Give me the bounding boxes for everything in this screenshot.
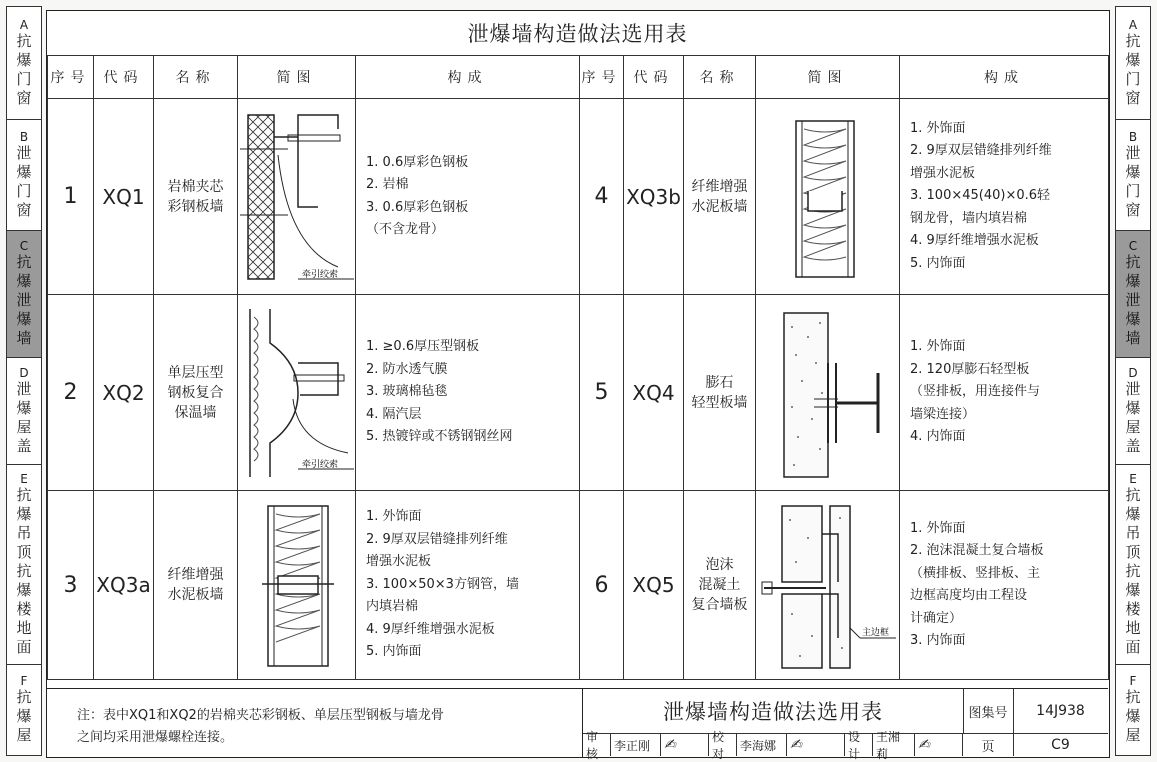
callout-text: 牵引绞索	[302, 269, 339, 280]
checker-name: 李海娜	[737, 734, 787, 756]
row-code: XQ3b	[624, 99, 684, 295]
tab-a[interactable]	[1116, 7, 1150, 120]
row-name: 岩棉夹芯 彩钢板墙	[154, 99, 238, 295]
figure-xq3b	[756, 99, 900, 295]
chapter-tabs-left	[6, 6, 42, 756]
table-row	[580, 491, 1109, 680]
table-row	[580, 295, 1109, 491]
col-header-name: 名称	[684, 56, 756, 99]
col-header-name: 名称	[154, 56, 238, 99]
row-composition: 1. 外饰面 2. 泡沫混凝土复合墙板 （横排板、竖排板、主 边框高度均由工程设 计确定） 3. 内饰面	[900, 491, 1109, 680]
title-block	[47, 688, 1108, 761]
row-code: XQ3a	[94, 491, 154, 680]
figure-xq2	[238, 295, 356, 491]
row-code: XQ1	[94, 99, 154, 295]
tab-letter: A	[1128, 17, 1138, 32]
row-seq: 5	[580, 295, 624, 491]
tab-c[interactable]	[1116, 231, 1150, 358]
row-composition: 1. ≥0.6厚压型钢板 2. 防水透气膜 3. 玻璃棉毡毯 4. 隔汽层 5. 热镀锌或不锈钢钢丝网	[356, 295, 580, 491]
tab-letter: C	[19, 239, 29, 253]
row-code: XQ5	[624, 491, 684, 680]
page-number: C9	[1051, 737, 1070, 753]
col-header-composition: 构成	[356, 56, 580, 99]
row-name: 单层压型 钢板复合 保温墙	[154, 295, 238, 491]
row-name: 泡沫 混凝土 复合墙板	[684, 491, 756, 680]
tab-d[interactable]	[7, 358, 41, 465]
table-row	[48, 491, 580, 680]
tab-letter: F	[20, 674, 28, 688]
tab-a[interactable]	[7, 7, 41, 120]
tab-letter: B	[1128, 129, 1138, 144]
tab-label: 抗 爆 泄 爆 墙	[1125, 253, 1141, 347]
figure-xq4	[756, 295, 900, 491]
figure-xq1	[238, 99, 356, 295]
atlas-number: 14J938	[1013, 689, 1108, 734]
tab-f[interactable]	[1116, 665, 1150, 755]
tab-label: 泄 爆 屋 盖	[1125, 379, 1141, 455]
page-title: 泄爆墙构造做法选用表	[47, 11, 1108, 56]
tab-letter: C	[1128, 239, 1138, 253]
main-frame	[46, 10, 1110, 761]
section-diagram	[238, 107, 356, 287]
row-seq: 3	[48, 491, 94, 680]
tab-letter: A	[19, 17, 29, 32]
designer-name: 王湘莉	[873, 734, 915, 756]
atlas-label: 图集号	[963, 689, 1014, 734]
callout-text: 主边框	[862, 627, 890, 638]
row-code: XQ2	[94, 295, 154, 491]
col-header-code: 代码	[94, 56, 154, 99]
tab-f[interactable]	[7, 665, 41, 755]
tab-e[interactable]	[1116, 465, 1150, 665]
row-seq: 1	[48, 99, 94, 295]
row-code: XQ4	[624, 295, 684, 491]
col-header-figure: 简图	[756, 56, 900, 99]
row-composition: 1. 外饰面 2. 9厚双层错缝排列纤维 增强水泥板 3. 100×50×3方钢管，墙 内填岩棉 4. 9厚纤维增强水泥板 5. 内饰面	[356, 491, 580, 680]
header-row	[580, 56, 1109, 99]
tab-letter: F	[1129, 674, 1137, 688]
section-diagram	[756, 303, 900, 483]
col-header-seq: 序号	[580, 56, 624, 99]
tab-label: 泄 爆 门 窗	[16, 143, 32, 219]
tab-b[interactable]	[1116, 120, 1150, 231]
chapter-tabs-right	[1115, 6, 1151, 756]
check-label: 校对	[709, 734, 737, 756]
section-diagram	[756, 107, 900, 287]
footer-title: 泄爆墙构造做法选用表	[583, 689, 964, 734]
section-diagram	[756, 498, 900, 673]
tab-letter: D	[1128, 365, 1138, 380]
page-label: 页	[963, 734, 1014, 756]
col-header-seq: 序号	[48, 56, 94, 99]
tab-label: 抗 爆 门 窗	[1125, 31, 1141, 107]
tab-c[interactable]	[7, 231, 41, 358]
row-seq: 4	[580, 99, 624, 295]
section-diagram	[238, 303, 356, 483]
review-label: 审核	[583, 734, 611, 756]
row-seq: 2	[48, 295, 94, 491]
designer-signature: ✍︎	[915, 734, 963, 756]
tab-label: 抗 爆 屋	[16, 688, 32, 744]
col-header-figure: 简图	[238, 56, 356, 99]
checker-signature: ✍︎	[787, 734, 845, 756]
tab-b[interactable]	[7, 120, 41, 231]
tab-letter: B	[19, 129, 29, 144]
row-composition: 1. 外饰面 2. 120厚膨石轻型板 （竖排板，用连接件与 墙梁连接） 4. 内饰面	[900, 295, 1109, 491]
callout-text: 牵引绞索	[302, 459, 339, 470]
tab-letter: D	[19, 365, 29, 380]
table-row	[48, 99, 580, 295]
reviewer-signature: ✍︎	[661, 734, 709, 756]
col-header-composition: 构成	[900, 56, 1109, 99]
row-seq: 6	[580, 491, 624, 680]
tab-label: 抗 爆 泄 爆 墙	[16, 253, 32, 347]
row-composition: 1. 外饰面 2. 9厚双层错缝排列纤维 增强水泥板 3. 100×45(40)×0.6轻 钢龙骨，墙内填岩棉 4. 9厚纤维增强水泥板 5. 内饰面	[900, 99, 1109, 295]
design-label: 设计	[845, 734, 873, 756]
tab-label: 抗 爆 门 窗	[16, 31, 32, 107]
tab-letter: E	[20, 471, 28, 486]
table-row	[580, 99, 1109, 295]
tab-d[interactable]	[1116, 358, 1150, 465]
tab-letter: E	[1129, 471, 1137, 486]
table-left	[47, 55, 580, 680]
row-name: 膨石 轻型板墙	[684, 295, 756, 491]
figure-xq5	[756, 491, 900, 680]
tab-label: 抗 爆 吊 顶 抗 爆 楼 地 面	[1125, 485, 1141, 656]
note-text: 注：表中XQ1和XQ2的岩棉夹芯彩钢板、单层压型钢板与墙龙骨 之间均采用泄爆螺栓连接。	[47, 689, 583, 757]
row-name: 纤维增强 水泥板墙	[154, 491, 238, 680]
header-row	[48, 56, 580, 99]
tab-label: 抗 爆 屋	[1125, 688, 1141, 744]
row-name: 纤维增强 水泥板墙	[684, 99, 756, 295]
table-row	[48, 295, 580, 491]
tab-label: 泄 爆 门 窗	[1125, 143, 1141, 219]
col-header-code: 代码	[624, 56, 684, 99]
tab-label: 泄 爆 屋 盖	[16, 379, 32, 455]
tab-e[interactable]	[7, 465, 41, 665]
tab-label: 抗 爆 吊 顶 抗 爆 楼 地 面	[16, 485, 32, 656]
figure-xq3a	[238, 491, 356, 680]
row-composition: 1. 0.6厚彩色钢板 2. 岩棉 3. 0.6厚彩色钢板 （不含龙骨）	[356, 99, 580, 295]
table-right	[579, 55, 1109, 680]
section-diagram	[238, 498, 356, 673]
reviewer-name: 李正刚	[611, 734, 661, 756]
